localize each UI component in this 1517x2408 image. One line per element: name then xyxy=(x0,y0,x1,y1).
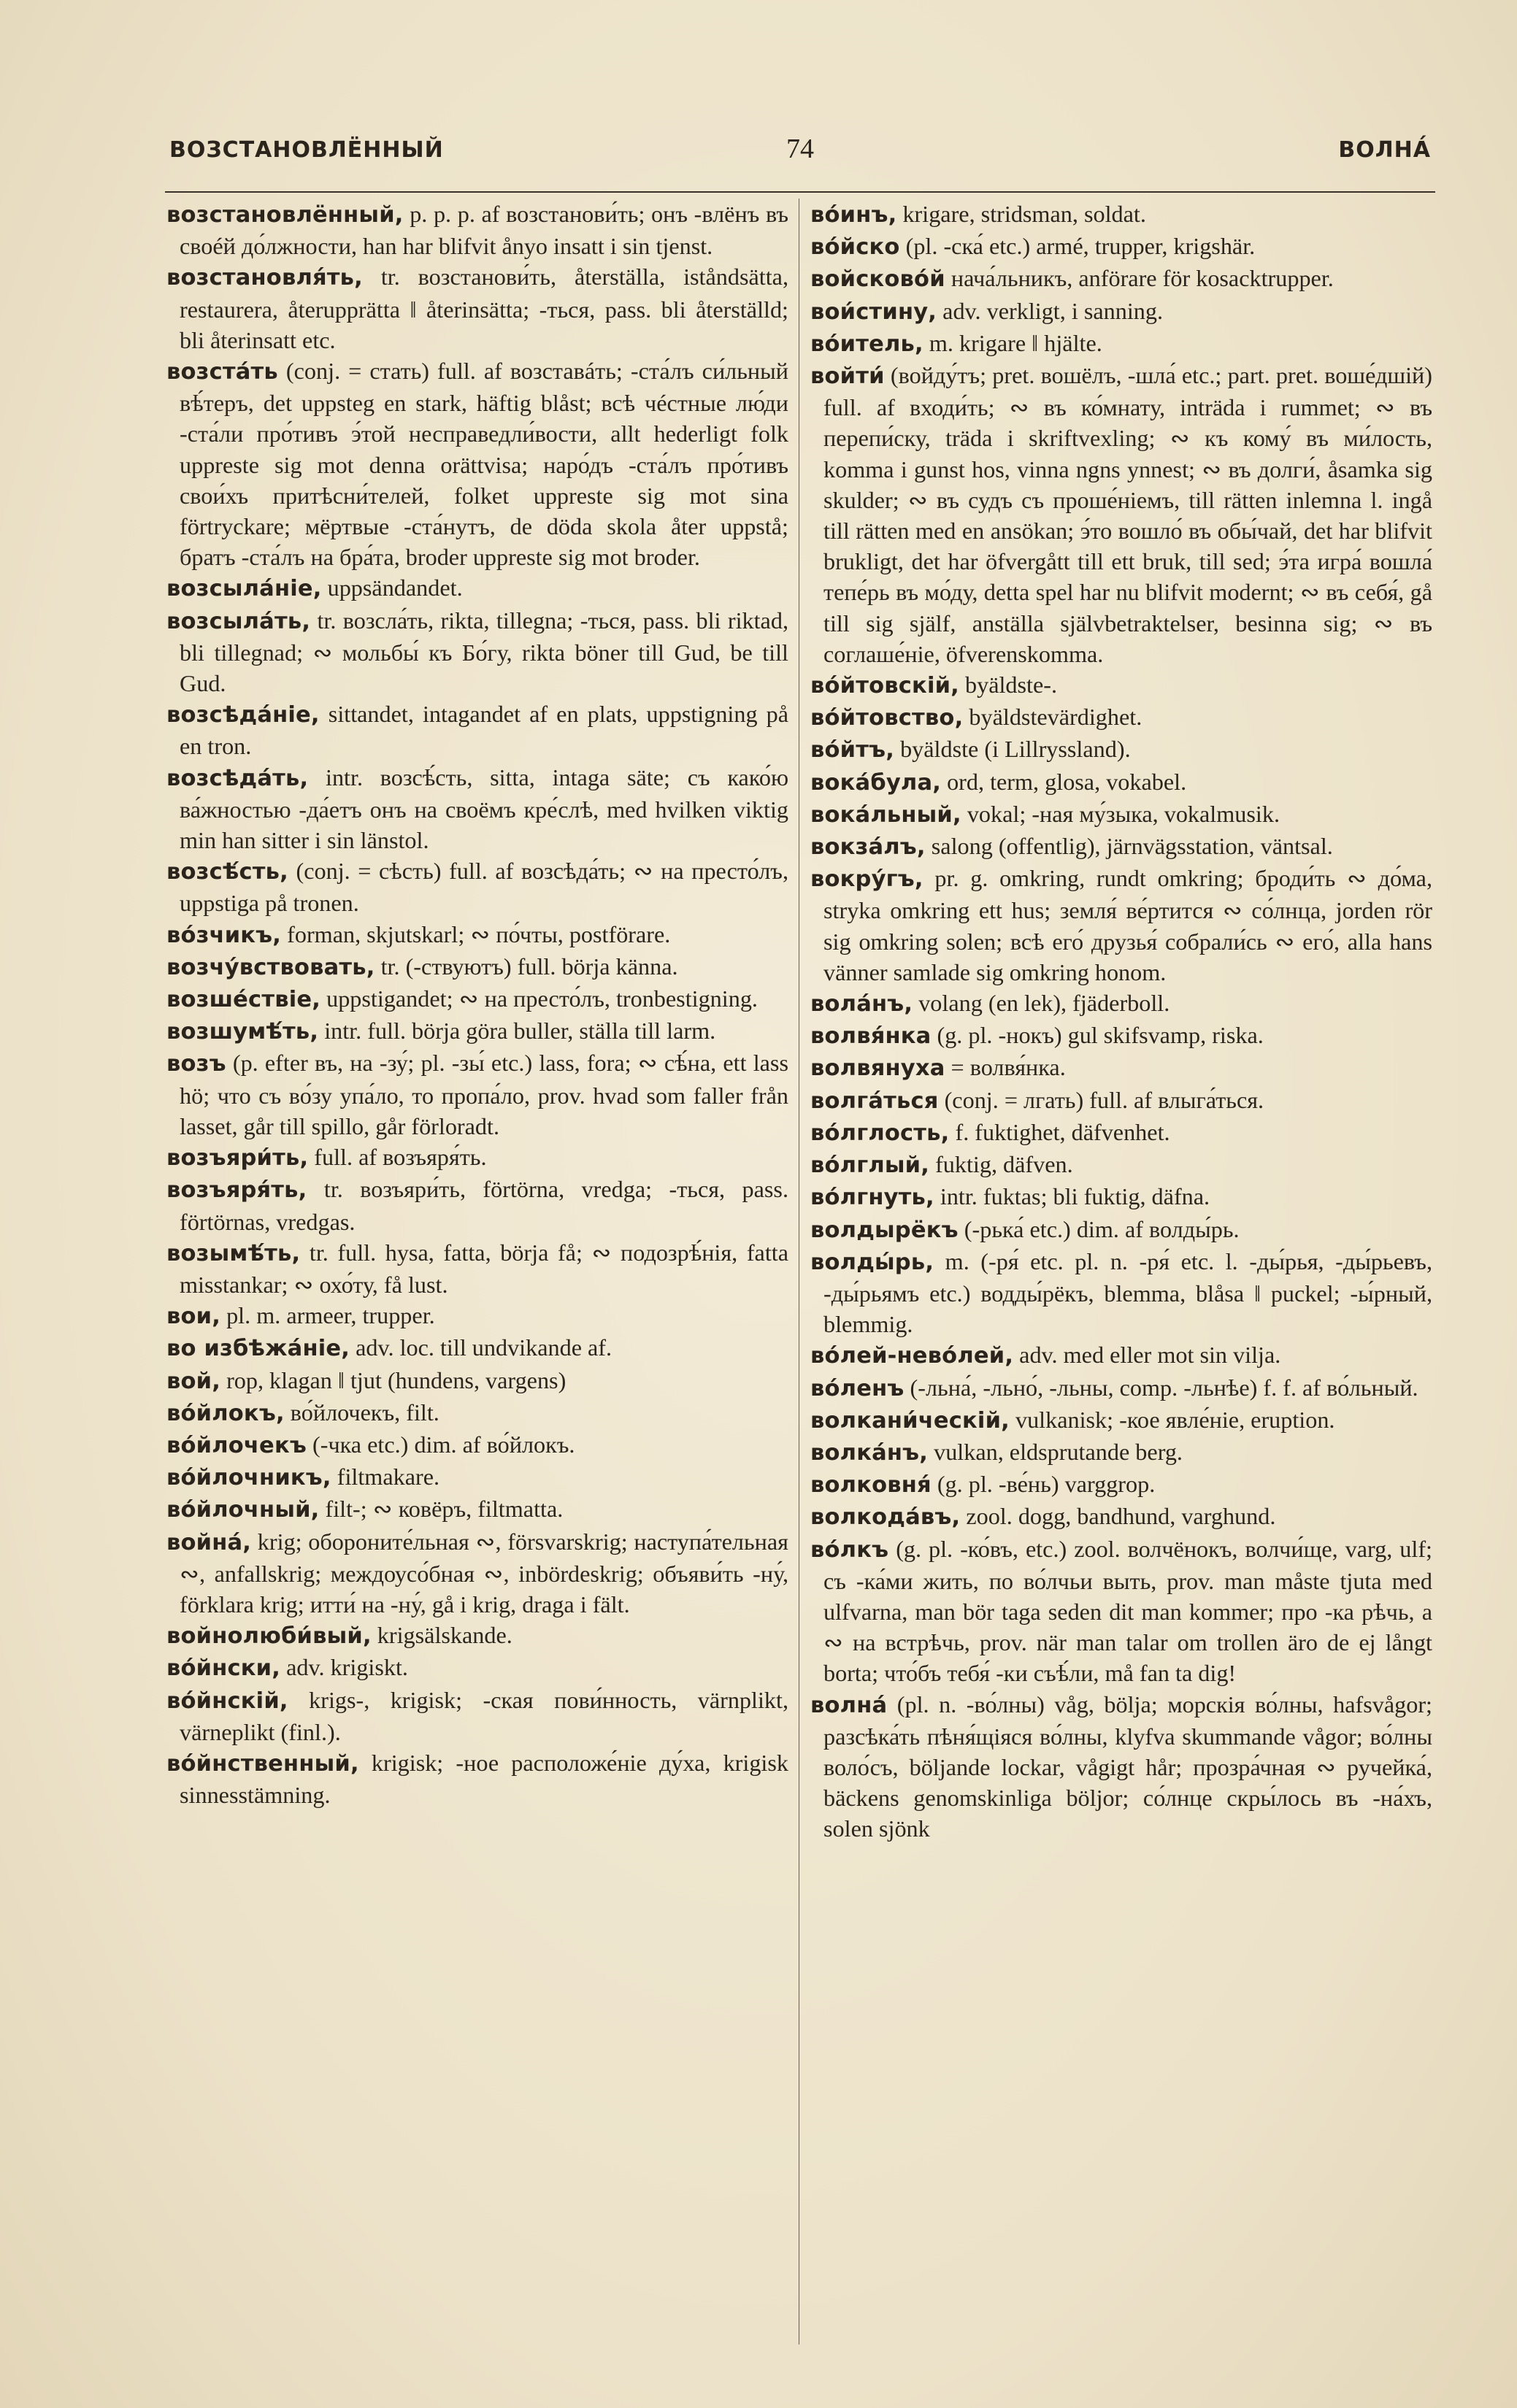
entry-definition: (conj. = сѣсть) full. af возсѣда́ть; ∾ на престо́лъ, uppstiga på tronen. xyxy=(180,858,788,917)
dictionary-entry xyxy=(166,1142,788,1174)
dictionary-entry xyxy=(166,1493,788,1526)
dictionary-entry xyxy=(810,1372,1432,1404)
dictionary-entry xyxy=(810,701,1432,734)
dictionary-entry xyxy=(810,1181,1432,1213)
entry-headword: возсыла́ніе, xyxy=(166,576,322,602)
entry-headword: возстановлённый, xyxy=(166,202,404,228)
dictionary-entry xyxy=(810,263,1432,295)
entry-definition: sittandet, intagandet af en plats, uppstigning på en tron. xyxy=(180,701,788,760)
entry-headword: возсѣда́ть, xyxy=(166,765,309,791)
entry-headword: возста́ть xyxy=(166,359,278,385)
entry-headword: войти́ xyxy=(810,363,885,390)
entry-definition: tr. full. hysa, fatta, börja få; ∾ подозрѣ́нія, fatta misstankar; ∾ охо́ту, få lust. xyxy=(180,1239,788,1298)
entry-headword: возсѣда́ніе, xyxy=(166,702,320,728)
entry-definition: (pl. -ска́ etc.) armé, trupper, krigshär. xyxy=(899,233,1256,260)
entry-headword: возсыла́ть, xyxy=(166,608,311,634)
entry-headword: война́, xyxy=(166,1529,252,1555)
entry-headword: во избѣжа́ніе, xyxy=(166,1336,350,1362)
entry-headword: волковня́ xyxy=(810,1472,932,1499)
entry-definition: intr. fuktas; bli fuktig, däfna. xyxy=(934,1183,1210,1210)
entry-headword: волвя́нка xyxy=(810,1023,932,1050)
dictionary-entry xyxy=(810,1149,1432,1181)
entry-headword: войнолюби́вый, xyxy=(166,1623,372,1650)
dictionary-entry xyxy=(166,1237,788,1300)
entry-definition: uppstigandet; ∾ на престо́лъ, tronbestigning. xyxy=(320,985,758,1012)
entry-definition: krigsälskande. xyxy=(371,1622,512,1649)
dictionary-entry xyxy=(166,1620,788,1652)
entry-headword: во́лкъ xyxy=(810,1536,889,1563)
entry-headword: вока́була, xyxy=(810,769,942,796)
dictionary-entry xyxy=(166,1685,788,1747)
dictionary-entry xyxy=(810,231,1432,263)
dictionary-entry xyxy=(810,328,1432,360)
entry-definition: (-льна́, -льно́, -льны, comp. -льнѣе) f. f. af во́льный. xyxy=(904,1374,1418,1401)
dictionary-entry xyxy=(810,296,1432,328)
entry-headword: во́йтовскій, xyxy=(810,673,959,699)
right-guide-word: ВОЛНА́ xyxy=(1338,137,1431,163)
entry-headword: войсково́й xyxy=(810,266,945,293)
entry-definition: (pl. n. -во́лны) våg, bölja; морскія во́лны, hafsvågor; разсѣка́ть пѣня́щіяся во́лны, klyfva skummande vågor; во́лны воло́съ, böljande lockar, vågigt hår; прозра́чная ∾ ручейка́, bäckens genomskinliga böljor; со́лнце скры́лось въ -на́хъ, solen sjönk xyxy=(823,1690,1432,1842)
entry-headword: волды́рь, xyxy=(810,1249,934,1275)
entry-headword: во́йско xyxy=(810,234,900,261)
entry-definition: tr. (-ствуютъ) full. börja känna. xyxy=(375,953,678,980)
entry-headword: волкода́въ, xyxy=(810,1504,961,1531)
dictionary-entry xyxy=(810,1117,1432,1149)
entry-definition: во́йлочекъ, filt. xyxy=(284,1399,439,1426)
entry-headword: во́инъ, xyxy=(810,202,897,228)
dictionary-entry xyxy=(166,1461,788,1493)
entry-definition: adv. verkligt, i sanning. xyxy=(937,297,1164,324)
dictionary-entry xyxy=(810,1085,1432,1117)
dictionary-entry xyxy=(166,983,788,1015)
entry-definition: (-чка etc.) dim. af во́йлокъ. xyxy=(306,1431,575,1458)
dictionary-entry xyxy=(166,1047,788,1142)
entry-definition: adv. loc. till undvikande af. xyxy=(350,1334,612,1361)
dictionary-entry xyxy=(166,855,788,918)
entry-headword: волга́ться xyxy=(810,1088,939,1114)
dictionary-entry xyxy=(810,1246,1432,1340)
entry-headword: вокза́лъ, xyxy=(810,834,926,861)
dictionary-entry xyxy=(810,734,1432,766)
entry-definition: (conj. = лгать) full. af влыга́ться. xyxy=(938,1086,1264,1113)
entry-definition: volang (en lek), fjäderboll. xyxy=(913,990,1170,1017)
entry-definition: p. p. p. af возстанови́ть; онъ -влёнъ въ своéй до́лжности, han har blifvit ånyo insatt i sin tjenst. xyxy=(180,201,788,260)
dictionary-entry xyxy=(166,1174,788,1236)
entry-headword: во́йтовство, xyxy=(810,705,964,731)
entry-definition: m. krigare ‖ hjälte. xyxy=(923,329,1102,356)
entry-definition: ord, term, glosa, vokabel. xyxy=(941,768,1187,795)
left-column xyxy=(166,199,788,2379)
left-guide-word: ВОЗСТАНОВЛЁННЫЙ xyxy=(169,137,444,163)
header-rule xyxy=(165,191,1435,193)
entry-headword: волдырёкъ xyxy=(810,1217,959,1243)
entry-headword: во́лглый, xyxy=(810,1153,930,1179)
entry-definition: full. af возъяря́ть. xyxy=(308,1144,487,1171)
entry-headword: во́итель, xyxy=(810,331,923,357)
entry-definition: (g. pl. -нокъ) gul skifsvamp, riska. xyxy=(931,1022,1264,1049)
entry-headword: во́йлочникъ, xyxy=(166,1465,331,1491)
entry-definition: f. fuktighet, däfvenhet. xyxy=(949,1118,1170,1145)
entry-definition: (войду́тъ; pret. вошёлъ, -шла́ etc.; part. pret. воше́дшій) full. af входи́ть; ∾ въ ко́мнату, inträda i rummet; ∾ въ перепи́ску, träda i skriftvexling; ∾ къ кому́ въ ми́лость, komma i gunst hos, vinna ngns ynnest; ∾ въ долги́, åsamka sig skulder; ∾ въ судъ съ проше́ніемъ, till rätten inlemna l. ingå till rätten med en ansökan; э́то вошло́ въ обы́чай, det har blifvit brukligt, det har öfvergått till ett bruk, till sed; э́та игра́ вошла́ тепе́рь въ мо́ду, detta spel har nu blifvit modernt; ∾ въ себя́, gå till sig själf, anställa självbetraktelser, besinna sig; ∾ въ соглаше́ніе, öfverenskomma. xyxy=(823,362,1432,667)
entry-headword: волкани́ческій, xyxy=(810,1407,1010,1434)
dictionary-entry xyxy=(166,1332,788,1364)
dictionary-entry xyxy=(810,1469,1432,1501)
dictionary-entry xyxy=(810,799,1432,831)
dictionary-entry xyxy=(166,919,788,951)
dictionary-entry xyxy=(166,1397,788,1429)
dictionary-entry xyxy=(166,762,788,856)
entry-headword: во́йлочекъ xyxy=(166,1432,307,1458)
entry-headword: во́йтъ, xyxy=(810,737,895,763)
dictionary-entry xyxy=(166,605,788,699)
dictionary-entry xyxy=(810,1339,1432,1372)
entry-definition: pr. g. omkring, rundt omkring; броди́ть ∾ до́ма, stryka omkring ett hus; земля́ ве́ртится ∾ со́лнца, jorden rör sig omkring solen; всѣ его́ друзья́ собрали́сь ∾ его́, alla hans vänner samlade sig omkring honom. xyxy=(823,865,1432,985)
dictionary-entry xyxy=(810,669,1432,701)
entry-headword: во́йнскій, xyxy=(166,1688,288,1714)
dictionary-entry xyxy=(166,199,788,261)
entry-headword: во́йлокъ, xyxy=(166,1400,285,1426)
entry-definition: vulkanisk; -кое явле́ніе, eruption. xyxy=(1009,1406,1335,1433)
entry-headword: вокру́гъ, xyxy=(810,866,923,893)
dictionary-entry xyxy=(166,1526,788,1620)
entry-definition: forman, skjutskarl; ∾ по́чты, postförare. xyxy=(281,920,671,947)
dictionary-entry xyxy=(810,831,1432,863)
entry-definition: (conj. = стать) full. af возставáть; -ста́лъ си́льный вѣ́теръ, det uppsteg en stark, häftig blåst; всѣ чéстные лю́ди -ста́ли про́тивъ э́той несправедли́вости, allt hederligt folk uppreste sig mot denna orättvisa; наро́дъ -ста́лъ про́тивъ свои́хъ притѣсни́телей, folket uppreste sig mot sina förtryckare; мёртвые -ста́нутъ, de döda skola åter uppstå; братъ -ста́лъ на бра́та, broder uppreste sig mot broder. xyxy=(180,358,788,571)
entry-headword: вока́льный, xyxy=(810,801,961,828)
entry-headword: волна́ xyxy=(810,1692,888,1718)
entry-headword: волка́нъ, xyxy=(810,1439,929,1466)
entry-definition: pl. m. armeer, trupper. xyxy=(220,1302,435,1329)
entry-definition: krigisk; -ное расположе́ніе ду́ха, krigisk sinnesstämning. xyxy=(180,1749,788,1809)
entry-headword: возъяри́ть, xyxy=(166,1145,309,1172)
dictionary-entry xyxy=(166,1365,788,1397)
entry-definition: adv. krigiskt. xyxy=(280,1654,408,1681)
entry-headword: возъяря́ть, xyxy=(166,1177,307,1204)
entry-definition: m. (-ря́ etc. pl. n. -ря́ etc. l. -ды́рья, -ды́рьевъ, -ды́рьямъ etc.) водды́рёкъ, blemma, blåsa ‖ puckel; -ы́рный, blemmig. xyxy=(823,1247,1432,1338)
entry-definition: (g. pl. -ве́нь) varggrop. xyxy=(931,1471,1156,1498)
entry-definition: tr. возъяри́ть, förtörna, vredga; -ться, pass. förtörnas, vredgas. xyxy=(180,1176,788,1235)
entry-definition: zool. dogg, bandhund, varghund. xyxy=(960,1503,1276,1530)
entry-headword: вои́стину, xyxy=(810,299,937,325)
dictionary-entry xyxy=(166,1747,788,1810)
entry-definition: salong (offentlig), järnvägsstation, väntsal. xyxy=(925,833,1333,860)
dictionary-entry xyxy=(166,699,788,761)
entry-definition: byäldstevärdighet. xyxy=(963,704,1142,731)
entry-headword: во́лглость, xyxy=(810,1120,950,1146)
entry-headword: во́йнски, xyxy=(166,1655,281,1682)
entry-definition: rop, klagan ‖ tjut (hundens, vargens) xyxy=(220,1366,567,1393)
dictionary-entry xyxy=(166,1429,788,1461)
dictionary-entry xyxy=(166,261,788,355)
entry-definition: adv. med eller mot sin vilja. xyxy=(1013,1342,1281,1369)
dictionary-entry xyxy=(166,1652,788,1684)
entry-definition: tr. возсла́ть, rikta, tillegna; -ться, pass. bli riktad, bli tillegnad; ∾ мольбы́ къ Бо́гу, rikta böner till Gud, be till Gud. xyxy=(180,607,788,697)
right-column xyxy=(810,199,1432,2379)
entry-headword: возсѣ́сть, xyxy=(166,859,288,885)
entry-definition: нача́льникъ, anförare för kosacktrupper. xyxy=(945,265,1334,292)
entry-headword: волвянуха xyxy=(810,1055,945,1082)
entry-headword: во́йнственный, xyxy=(166,1750,359,1777)
dictionary-entry xyxy=(166,1015,788,1047)
dictionary-entry xyxy=(810,863,1432,988)
entry-definition: krig; обороните́льная ∾, försvarskrig; наступа́тельная ∾, anfallskrig; междоусо́бная ∾, inbördeskrig; объяви́ть -ну́, förklara krig; итти́ на -ну́, gå i krig, draga i fält. xyxy=(180,1528,788,1617)
dictionary-entry xyxy=(166,572,788,604)
entry-headword: возшéствіе, xyxy=(166,987,321,1013)
dictionary-entry xyxy=(810,766,1432,799)
entry-headword: во́йлочный, xyxy=(166,1497,320,1523)
entry-headword: во́зчикъ, xyxy=(166,922,282,948)
dictionary-entry xyxy=(810,1689,1432,1845)
dictionary-entry xyxy=(810,199,1432,231)
entry-definition: intr. full. börja göra buller, ställa till larm. xyxy=(318,1018,716,1045)
dictionary-entry xyxy=(810,1214,1432,1246)
entry-definition: vokal; -ная му́зыка, vokalmusik. xyxy=(961,800,1280,827)
entry-definition: krigs-, krigisk; -ская пови́нность, värnplikt, värneplikt (finl.). xyxy=(180,1686,788,1745)
dictionary-entry xyxy=(166,355,788,572)
entry-headword: возчу́вствовать, xyxy=(166,954,375,980)
dictionary-entry xyxy=(810,1436,1432,1469)
dictionary-entry xyxy=(810,1052,1432,1084)
entry-definition: uppsändandet. xyxy=(321,574,463,601)
entry-headword: во́ленъ xyxy=(810,1375,905,1401)
entry-definition: intr. возсѣ́сть, sitta, intaga säte; съ како́ю ва́жностью -да́етъ онъ на своёмъ кре́слѣ, med hvilken viktig min han sitter i sin länstol. xyxy=(180,763,788,854)
entry-definition: filt-; ∾ ковёръ, filtmatta. xyxy=(319,1496,564,1523)
dictionary-entry xyxy=(810,1404,1432,1436)
entry-headword: вола́нъ, xyxy=(810,991,913,1018)
entry-headword: возымѣ́ть, xyxy=(166,1240,301,1266)
page-number: 74 xyxy=(786,134,814,164)
dictionary-entry xyxy=(810,1501,1432,1533)
dictionary-entry xyxy=(810,360,1432,669)
entry-definition: byäldste-. xyxy=(959,672,1058,699)
running-head xyxy=(169,134,1431,175)
entry-definition: fuktig, däfven. xyxy=(929,1151,1073,1178)
entry-definition: (-рька́ etc.) dim. af волды́рь. xyxy=(958,1215,1240,1242)
entry-headword: возстановля́ть, xyxy=(166,265,363,291)
entry-definition: krigare, stridsman, soldat. xyxy=(896,201,1146,227)
entry-headword: возъ xyxy=(166,1051,226,1077)
entry-definition: byäldste (i Lillryssland). xyxy=(894,736,1131,763)
dictionary-entry xyxy=(810,1020,1432,1052)
entry-definition: tr. возстанови́ть, återställa, iståndsätta, restaurera, återupprätta ‖ återinsätta; -ться, pass. bli återställd; bli återinsatt etc. xyxy=(180,264,788,353)
entry-definition: (g. pl. -ко́въ, etc.) zool. волчёнокъ, волчи́ще, varg, ulf; съ -ка́ми жить, по во́лчьи выть, prov. man måste tjuta med ulfvarna, man bör taga seden dit man kommer; про -ка рѣчь, а ∾ на встрѣчь, prov. när man talar om trollen äro de ej långt borta; что́бъ тебя́ -ки съѣ́ли, må fan ta dig! xyxy=(823,1535,1432,1687)
entry-headword: вой, xyxy=(166,1368,221,1394)
dictionary-entry xyxy=(166,951,788,983)
entry-headword: во́лгнуть, xyxy=(810,1185,934,1211)
entry-headword: вои, xyxy=(166,1304,221,1330)
entry-definition: (p. efter въ, на -зу́; pl. -зы́ etc.) lass, fora; ∾ сѣ́на, ett lass hö; что съ во́зу упа́ло, то пропа́ло, prov. hvad som faller från lasset, går till spillo, går förloradt. xyxy=(180,1050,788,1139)
entry-definition: vulkan, eldsprutande berg. xyxy=(928,1438,1183,1465)
dictionary-entry xyxy=(810,1534,1432,1689)
dictionary-entry xyxy=(810,988,1432,1020)
entry-definition: filtmakare. xyxy=(331,1463,440,1490)
entry-headword: возшумѣ́ть, xyxy=(166,1019,319,1045)
entry-headword: во́лей-нево́лей, xyxy=(810,1343,1014,1369)
entry-definition: = волвя́нка. xyxy=(945,1054,1066,1081)
dictionary-entry xyxy=(166,1300,788,1332)
